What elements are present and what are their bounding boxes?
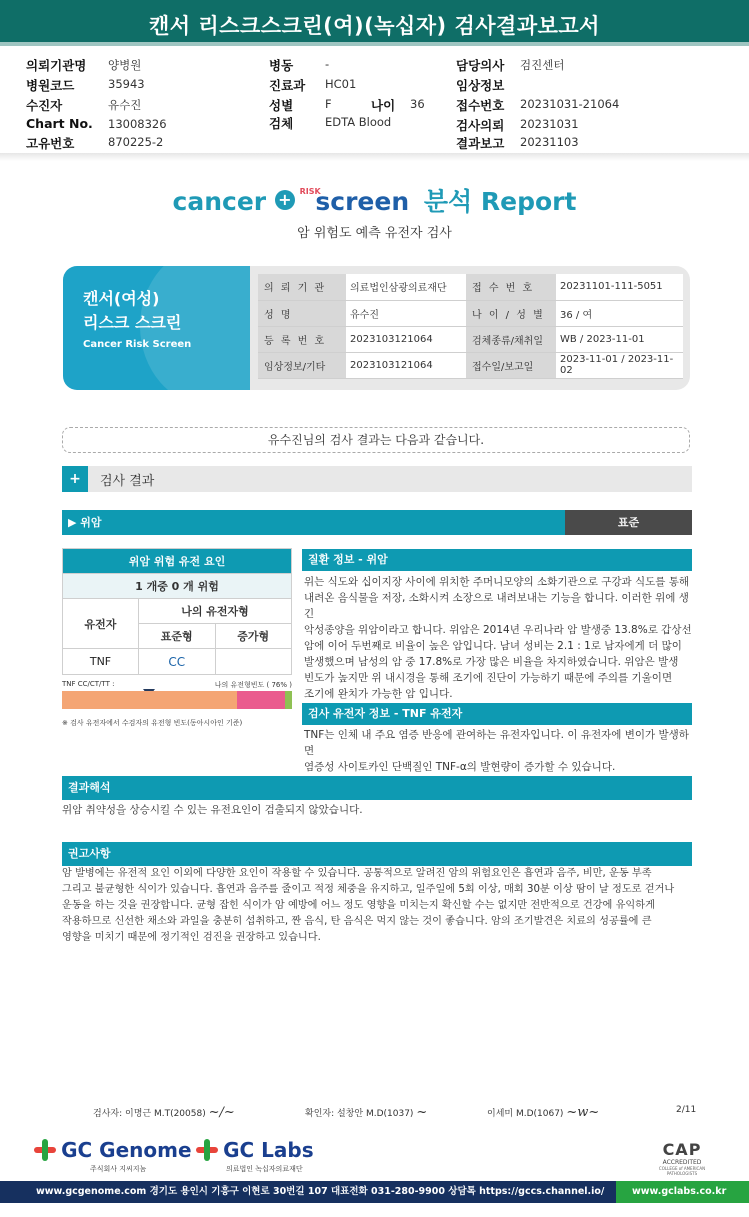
- footer-website: www.gclabs.co.kr: [616, 1181, 749, 1203]
- patient-info-grid: [0, 52, 749, 152]
- logo-cancer-text: cancer: [172, 187, 267, 216]
- card-value: 유수진: [346, 300, 466, 326]
- card-row: [258, 352, 683, 378]
- info-clinical: 임상정보: [456, 78, 505, 93]
- info-org: 의뢰기관명: [26, 58, 87, 73]
- confirmer-label: 확인자:: [305, 1109, 335, 1119]
- info-report: 결과보고: [456, 136, 505, 151]
- footer-contact: www.gcgenome.com 경기도 용인시 기흥구 이현로 30번길 107 대표전화 031-280-9900 상담톡 https://gccs.channel.io/: [36, 1186, 605, 1197]
- text-line: 그리고 불균형한 식이가 있습니다. 흡연과 음주를 줄이고 적정 체중을 유지하고, 일주일에 5회 이상, 매회 30분 이상 땀이 날 정도로 걷거나: [62, 884, 675, 895]
- report-header: [0, 0, 749, 46]
- info-org-value: 양병원: [108, 58, 142, 72]
- card-value: 36 / 여: [556, 300, 683, 326]
- info-hospital-code: 병원코드: [26, 78, 75, 93]
- card-key: 임상정보/기타: [258, 352, 346, 378]
- result-intro: 유수진님의 검사 결과는 다음과 같습니다.: [62, 427, 690, 453]
- text-line: 암에 이어 두번째로 비율이 높은 암입니다. 남녀 성비는 2.1 : 1로 남자에게 더 많이: [304, 640, 682, 652]
- card-title-2: 리스크 스크린: [83, 313, 182, 332]
- text-line: 악성종양을 위암이라고 합니다. 위암은 2014년 우리나라 암 발생중 13.8%로 갑상선: [304, 624, 692, 636]
- card-title-panel: [63, 266, 250, 390]
- cap-accredited-logo: [648, 1140, 716, 1176]
- disease-info-header: 질환 정보 - 위암: [302, 549, 692, 571]
- info-age-value: 36: [410, 97, 425, 111]
- info-ward: 병동: [269, 58, 294, 73]
- logo-screen-text: screen: [315, 187, 410, 216]
- gc-genome-name: GC Genome: [61, 1138, 192, 1162]
- risk-count: 1 개중 0 개 위험: [63, 574, 292, 599]
- info-specimen: 검체: [269, 116, 294, 131]
- text-line: 암 발병에는 유전적 요인 이외에 다양한 요인이 작용할 수 있습니다. 공통적으로 알려진 암의 위험요인은 흡연과 음주, 비만, 운동 부족: [62, 868, 652, 879]
- text-line: 발생했으며 남성의 암 중 17.8%로 가장 많은 비율을 차지하였습니다. 위암은 발생: [304, 656, 679, 668]
- info-patient: 수진자: [26, 98, 63, 113]
- examiner-signature: [93, 1105, 235, 1120]
- freq-segment-tt: [285, 691, 292, 709]
- text-line: 염증성 사이토카인 단백질인 TNF-α의 발현량이 증가할 수 있습니다.: [304, 761, 616, 773]
- text-line: 운동을 하는 것을 권장합니다. 균형 잡힌 식이가 암 예방에 어느 정도 영향을 미치는지 확신할 수는 없지만 전반적으로 건강에 유익하게: [62, 900, 655, 911]
- card-key: 나 이 / 성 별: [466, 300, 556, 326]
- confirmer-signature: [305, 1105, 427, 1120]
- section-result-title: 검사 결과: [100, 474, 155, 489]
- info-doctor-value: 검진센터: [520, 58, 565, 72]
- info-ward-value: -: [325, 57, 330, 71]
- info-sex-value: F: [325, 97, 332, 111]
- gc-genome-logo: [34, 1138, 192, 1173]
- advice-text: [62, 866, 692, 946]
- cap-college-text: COLLEGE of AMERICAN PATHOLOGISTS: [658, 1166, 706, 1176]
- company-logos: [0, 1136, 749, 1180]
- info-age: 나이: [371, 98, 396, 113]
- cap-text: CAP: [662, 1140, 702, 1159]
- card-value: 2023103121064: [346, 352, 466, 378]
- gc-labs-logo: [196, 1138, 314, 1173]
- info-chart-no: Chart No.: [26, 116, 93, 131]
- card-title-1: 캔서(여성): [83, 289, 160, 308]
- genotype-column-header: 나의 유전자형: [139, 599, 292, 624]
- text-line: 조기에 완치가 가능한 암 입니다.: [304, 688, 453, 700]
- risk-gene-table: [62, 548, 292, 675]
- patient-card: [63, 266, 690, 390]
- interpretation-header: 결과해석: [62, 776, 692, 800]
- gc-cross-icon: [34, 1139, 56, 1161]
- info-specimen-value: EDTA Blood: [325, 115, 392, 129]
- freq-left-label: TNF CC/CT/TT :: [62, 680, 115, 688]
- info-chart-no-value: 13008326: [108, 117, 167, 131]
- card-key: 의 뢰 기 관: [258, 274, 346, 300]
- info-report-value: 20231103: [520, 135, 579, 149]
- info-dept: 진료과: [269, 78, 306, 93]
- card-row: [258, 300, 683, 326]
- card-title-en: Cancer Risk Screen: [83, 339, 192, 350]
- report-title: 캔서 리스크스크린(여)(녹십자) 검사결과보고서: [149, 14, 600, 38]
- examiner-name: 이명근 M.T(20058): [125, 1109, 206, 1119]
- card-value: 의료법인삼광의료재단: [346, 274, 466, 300]
- examiner-label: 검사자:: [93, 1109, 123, 1119]
- logo-report-text: 분석 Report: [423, 187, 577, 216]
- info-unique-no-value: 870225-2: [108, 135, 164, 149]
- info-request-value: 20231031: [520, 117, 579, 131]
- gene-column-header: 유전자: [63, 599, 139, 649]
- gc-cross-icon: [196, 1139, 218, 1161]
- card-key: 검체종류/채취일: [466, 326, 556, 352]
- info-unique-no: 고유번호: [26, 136, 75, 151]
- cancer-screen-logo: [0, 182, 749, 218]
- confirmer-name-1: 설창안 M.D(1037): [337, 1109, 414, 1119]
- section-result-header: [62, 466, 692, 492]
- genotype-standard-value: CC: [139, 649, 216, 675]
- medical-kit-icon: +: [62, 466, 88, 492]
- risk-status-badge: 표준: [565, 510, 692, 535]
- card-value: WB / 2023-11-01: [556, 326, 683, 352]
- logo-risk-text: RISK: [299, 187, 321, 196]
- gc-labs-corp: 의료법인 녹십자의료재단: [226, 1165, 303, 1173]
- header-divider: [0, 153, 749, 161]
- info-dept-value: HC01: [325, 77, 357, 91]
- info-hospital-code-value: 35943: [108, 77, 145, 91]
- gc-labs-name: GC Labs: [223, 1138, 314, 1162]
- cancer-type-bar: [62, 510, 692, 535]
- gc-genome-corp: 주식회사 지씨지놈: [90, 1165, 147, 1173]
- increased-header: 증가형: [215, 624, 292, 649]
- card-key: 접수일/보고일: [466, 352, 556, 378]
- gene-info-text: [304, 727, 696, 775]
- card-info-table: [258, 274, 683, 379]
- card-row: [258, 326, 683, 352]
- report-subtitle: 암 위험도 예측 유전자 검사: [297, 226, 452, 241]
- signature-scribble-icon: ~/~: [208, 1105, 235, 1120]
- text-line: 작용하므로 신선한 채소와 과일을 충분히 섭취하고, 짠 음식, 탄 음식은 먹지 않는 것이 좋습니다. 암의 조기발견은 치료의 성공률에 큰: [62, 916, 652, 927]
- signature-scribble-icon: ~w~: [566, 1105, 600, 1120]
- freq-right-label: 나의 유전형빈도 ( 76% ): [214, 681, 292, 689]
- text-line: TNF는 인체 내 주요 염증 반응에 관여하는 유전자입니다. 이 유전자에 변이가 발생하면: [304, 729, 689, 757]
- freq-segment-ct: [237, 691, 285, 709]
- text-line: 영향을 미치기 때문에 정기적인 검진을 권장하고 있습니다.: [62, 932, 321, 943]
- card-key: 접 수 번 호: [466, 274, 556, 300]
- footer-bar: [0, 1181, 749, 1203]
- info-sex: 성별: [269, 98, 294, 113]
- genotype-increased-value: [215, 649, 292, 675]
- card-key: 성 명: [258, 300, 346, 326]
- interpretation-text: 위암 취약성을 상승시킬 수 있는 유전요인이 검출되지 않았습니다.: [62, 804, 363, 816]
- gene-name: TNF: [63, 649, 139, 675]
- text-line: 빈도가 높지만 위 내시경을 통해 조기에 진단이 가능하기 때문에 주의를 기울이면: [304, 672, 673, 684]
- page-number: 2/11: [676, 1105, 697, 1115]
- disease-info-text: [304, 574, 694, 702]
- freq-note: ※ 검사 유전자에서 수검자의 유전형 빈도(동아시아인 기준): [62, 719, 243, 727]
- freq-segment-cc: [62, 691, 237, 709]
- info-receipt-no-value: 20231031-21064: [520, 97, 620, 111]
- signature-scribble-icon: ~: [416, 1105, 428, 1120]
- card-row: [258, 274, 683, 300]
- gene-table-title: 위암 위험 유전 요인: [63, 549, 292, 574]
- card-value: 20231101-111-5051: [556, 274, 683, 300]
- cap-accredited-text: ACCREDITED: [662, 1159, 702, 1166]
- advice-header: 권고사항: [62, 842, 692, 866]
- gene-info-header: 검사 유전자 정보 - TNF 유전자: [302, 703, 692, 725]
- text-line: 위는 식도와 십이지장 사이에 위치한 주머니모양의 소화기관으로 구강과 식도를 통해: [304, 576, 690, 588]
- info-receipt-no: 접수번호: [456, 98, 505, 113]
- card-key: 등 록 번 호: [258, 326, 346, 352]
- card-value: 2023-11-01 / 2023-11-02: [556, 352, 683, 378]
- confirmer-signature-2: [487, 1105, 599, 1120]
- plus-circle-icon: +: [275, 190, 295, 210]
- standard-header: 표준형: [139, 624, 216, 649]
- text-line: 내려온 음식물을 저장, 소화시켜 소장으로 내려보내는 기능을 합니다. 이러한 위에 생긴: [304, 592, 689, 620]
- cancer-type-name: ▶ 위암: [62, 510, 565, 535]
- info-doctor: 담당의사: [456, 58, 505, 73]
- info-request: 검사의뢰: [456, 118, 505, 133]
- frequency-bar: [62, 691, 292, 709]
- info-patient-value: 유수진: [108, 98, 142, 112]
- card-value: 2023103121064: [346, 326, 466, 352]
- confirmer-name-2: 이세미 M.D(1067): [487, 1109, 564, 1119]
